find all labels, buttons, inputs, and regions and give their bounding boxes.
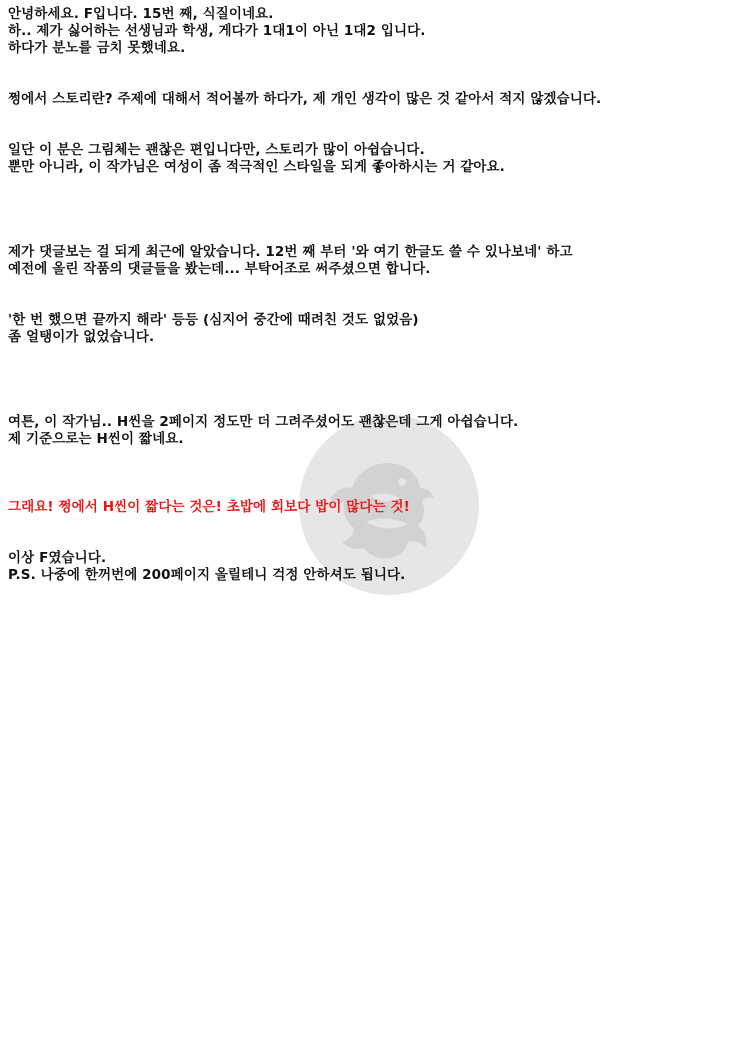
text-line: 이상 F였습니다. [8, 550, 107, 566]
text-line: 좀 얼탱이가 없었습니다. [8, 329, 155, 345]
text-line: '한 번 했으면 끝까지 해라' 등등 (심지어 중간에 때려친 것도 없었음) [8, 312, 419, 328]
blank-line [8, 278, 726, 295]
text-line: 여튼, 이 작가님.. H씬을 2페이지 정도만 더 그려주셨어도 괜찮은데 그게 아쉽습니다. [8, 414, 519, 430]
blank-line [8, 125, 726, 142]
blank-line [8, 448, 726, 465]
blank-line [8, 397, 726, 414]
text-line: 안녕하세요. F입니다. 15번 째, 식질이네요. [8, 6, 274, 22]
text-line: 제가 댓글보는 걸 되게 최근에 알았습니다. 12번 째 부터 '와 여기 한글도 쓸 수 있나보네' 하고 [8, 244, 573, 260]
text-line: 예전에 올린 작품의 댓글들을 봤는데... 부탁어조로 써주셨으면 합니다. [8, 261, 431, 277]
blank-line [8, 74, 726, 91]
blank-line [8, 193, 726, 210]
blank-line [8, 465, 726, 482]
text-line: 하.. 제가 싫어하는 선생님과 학생, 게다가 1대1이 아닌 1대2 입니다. [8, 23, 426, 39]
blank-line [8, 346, 726, 363]
text-line: 일단 이 분은 그림체는 괜찮은 편입니다만, 스토리가 많이 아쉽습니다. [8, 142, 425, 158]
blank-line [8, 227, 726, 244]
blank-line [8, 533, 726, 550]
text-line: 제 기준으로는 H씬이 짧네요. [8, 431, 184, 447]
text-line: P.S. 나중에 한꺼번에 200페이지 올릴테니 걱정 안하셔도 됩니다. [8, 567, 406, 583]
text-line: 그래요! 쩡에서 H씬이 짧다는 것은! 초밥에 회보다 밥이 많다는 것! [8, 499, 410, 515]
text-line: 쩡에서 스토리란? 주제에 대해서 적어볼까 하다가, 제 개인 생각이 많은 것 같아서 적지 않겠습니다. [8, 91, 602, 107]
blank-line [8, 176, 726, 193]
blank-line [8, 380, 726, 397]
blank-line [8, 482, 726, 499]
blank-line [8, 210, 726, 227]
blank-line [8, 516, 726, 533]
blank-line [8, 108, 726, 125]
text-line: 하다가 분노를 금치 못했네요. [8, 40, 186, 56]
blank-line [8, 363, 726, 380]
paragraph-lines [8, 6, 726, 584]
blank-line [8, 295, 726, 312]
text-line: 뿐만 아니라, 이 작가님은 여성이 좀 적극적인 스타일을 되게 좋아하시는 거 같아요. [8, 159, 505, 175]
blank-line [8, 57, 726, 74]
